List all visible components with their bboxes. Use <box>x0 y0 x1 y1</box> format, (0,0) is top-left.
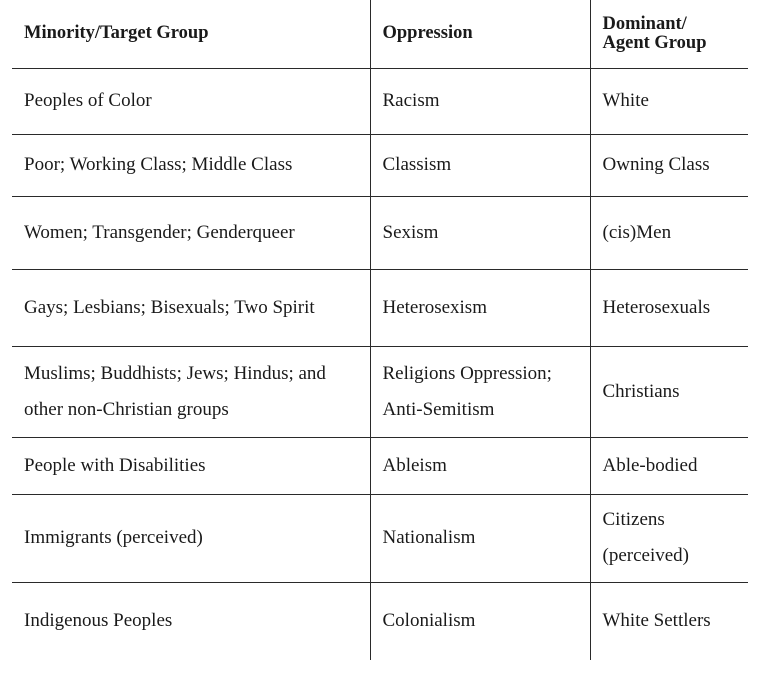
target-group-cell: Indigenous Peoples <box>24 610 173 632</box>
target-group-cell: Peoples of Color <box>12 68 370 134</box>
header-agent-group-line2: Agent Group <box>602 32 707 53</box>
oppression-cell: Classism <box>370 134 590 196</box>
agent-group-cell: White <box>590 68 748 134</box>
header-oppression: Oppression <box>370 0 590 68</box>
oppression-cell: Colonialism <box>370 582 590 660</box>
agent-group-cell: Heterosexuals <box>590 269 748 346</box>
header-agent-group <box>590 0 748 68</box>
target-group-cell: Poor; Working Class; Middle Class <box>12 134 370 196</box>
agent-group-cell: (cis)Men <box>590 196 748 269</box>
table-header-row <box>12 0 748 68</box>
oppression-table <box>12 0 748 660</box>
agent-group-cell: White Settlers <box>590 582 748 660</box>
agent-group-cell: Owning Class <box>590 134 748 196</box>
table-row <box>12 196 748 269</box>
target-group-cell: People with Disabilities <box>12 437 370 494</box>
oppression-cell: Religions Oppression; Anti-Semitism <box>370 346 590 437</box>
agent-group-cell: Christians <box>590 346 748 437</box>
agent-group-cell: Able-bodied <box>590 437 748 494</box>
oppression-cell: Nationalism <box>370 494 590 582</box>
table-row <box>12 269 748 346</box>
table-row <box>12 68 748 134</box>
target-group-cell: Immigrants (perceived) <box>12 494 370 582</box>
oppression-cell: Ableism <box>370 437 590 494</box>
oppression-cell: Racism <box>370 68 590 134</box>
table-row <box>12 494 748 582</box>
header-target-group: Minority/Target Group <box>12 0 370 68</box>
agent-group-cell: Citizens (perceived) <box>590 494 748 582</box>
target-group-cell: Gays; Lesbians; Bisexuals; Two Spirit <box>12 269 370 346</box>
table-row <box>12 582 748 660</box>
target-group-cell: Women; Transgender; Genderqueer <box>12 196 370 269</box>
header-agent-group-line1: Dominant/ <box>602 13 687 34</box>
oppression-cell: Sexism <box>370 196 590 269</box>
table-row <box>12 346 748 437</box>
table-row <box>12 134 748 196</box>
oppression-cell: Heterosexism <box>370 269 590 346</box>
target-group-cell: Muslims; Buddhists; Jews; Hindus; and other non-Christian groups <box>12 346 370 437</box>
table-row <box>12 437 748 494</box>
